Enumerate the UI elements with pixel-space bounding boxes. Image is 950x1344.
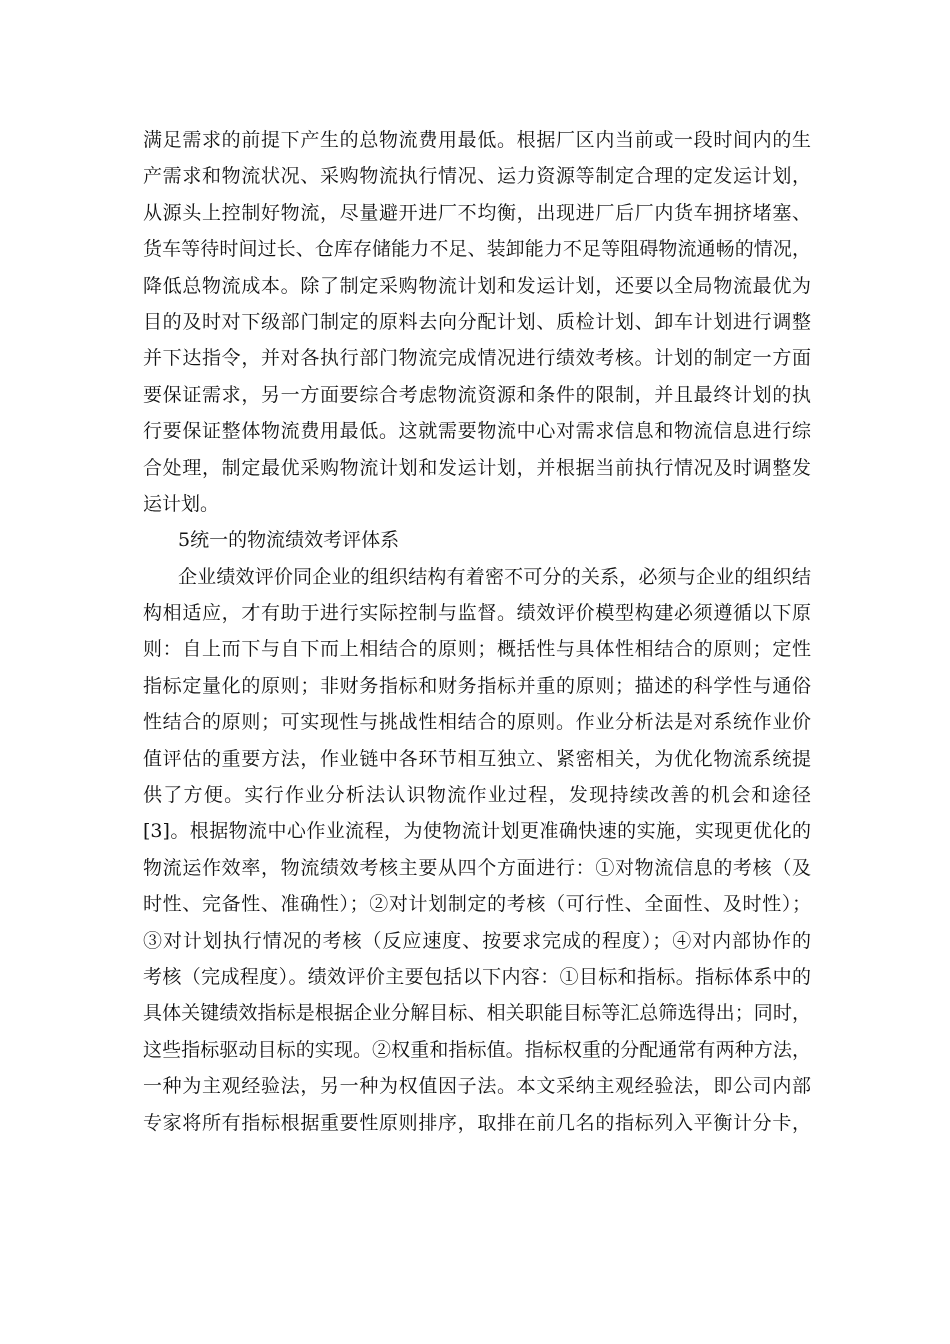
paragraph-1-line-10: 合处理，制定最优采购物流计划和发运计划，并根据当前执行情况及时调整发	[143, 456, 811, 479]
paragraph-1-line-11: 运计划。	[143, 492, 220, 515]
paragraph-2-line-11: ③对计划执行情况的考核（反应速度、按要求完成的程度）；④对内部协作的	[143, 929, 811, 952]
paragraph-1-line-8: 要保证需求，另一方面要综合考虑物流资源和条件的限制，并且最终计划的执	[143, 383, 811, 406]
paragraph-1-line-9: 行要保证整体物流费用最低。这就需要物流中心对需求信息和物流信息进行综	[143, 420, 811, 443]
paragraph-2-line-9: 物流运作效率，物流绩效考核主要从四个方面进行：①对物流信息的考核（及	[143, 856, 811, 879]
paragraph-1-line-7: 并下达指令，并对各执行部门物流完成情况进行绩效考核。计划的制定一方面	[143, 347, 811, 370]
document-page	[143, 122, 811, 1141]
paragraph-2-line-2: 构相适应，才有助于进行实际控制与监督。绩效评价模型构建必须遵循以下原	[143, 602, 811, 625]
paragraph-2-line-6: 值评估的重要方法，作业链中各环节相互独立、紧密相关，为优化物流系统提	[143, 747, 811, 770]
paragraph-1-line-1: 满足需求的前提下产生的总物流费用最低。根据厂区内当前或一段时间内的生	[143, 129, 811, 151]
paragraph-2-line-10: 时性、完备性、准确性）；②对计划制定的考核（可行性、全面性、及时性）；	[143, 893, 811, 916]
paragraph-2-line-13: 具体关键绩效指标是根据企业分解目标、相关职能目标等汇总筛选得出；同时，	[143, 1002, 811, 1025]
section-heading: 5统一的物流绩效考评体系	[178, 529, 400, 552]
paragraph-2-line-15: 一种为主观经验法，另一种为权值因子法。本文采纳主观经验法，即公司内部	[143, 1075, 811, 1098]
paragraph-2-line-3: 则：自上而下与自下而上相结合的原则；概括性与具体性相结合的原则；定性	[143, 638, 811, 661]
paragraph-2-line-16: 专家将所有指标根据重要性原则排序，取排在前几名的指标列入平衡计分卡，	[143, 1111, 811, 1134]
paragraph-2-line-1: 企业绩效评价同企业的组织结构有着密不可分的关系，必须与企业的组织结	[178, 565, 811, 588]
paragraph-2-line-12: 考核（完成程度）。绩效评价主要包括以下内容：①目标和指标。指标体系中的	[143, 965, 811, 988]
paragraph-2-line-8: [3]。根据物流中心作业流程，为使物流计划更准确快速的实施，实现更优化的	[143, 820, 811, 843]
paragraph-2-line-7: 供了方便。实行作业分析法认识物流作业过程，发现持续改善的机会和途径	[143, 784, 811, 807]
paragraph-1-line-5: 降低总物流成本。除了制定采购物流计划和发运计划，还要以全局物流最优为	[143, 274, 811, 297]
paragraph-2-line-4: 指标定量化的原则；非财务指标和财务指标并重的原则；描述的科学性与通俗	[143, 674, 811, 697]
paragraph-2-line-5: 性结合的原则；可实现性与挑战性相结合的原则。作业分析法是对系统作业价	[143, 711, 811, 734]
paragraph-1-line-6: 目的及时对下级部门制定的原料去向分配计划、质检计划、卸车计划进行调整	[143, 310, 811, 333]
paragraph-1-line-4: 货车等待时间过长、仓库存储能力不足、装卸能力不足等阻碍物流通畅的情况，	[143, 238, 811, 261]
paragraph-1-line-3: 从源头上控制好物流，尽量避开进厂不均衡，出现进厂后厂内货车拥挤堵塞、	[143, 201, 811, 224]
paragraph-1-line-2: 产需求和物流状况、采购物流执行情况、运力资源等制定合理的定发运计划，	[143, 165, 811, 188]
paragraph-2-line-14: 这些指标驱动目标的实现。②权重和指标值。指标权重的分配通常有两种方法，	[143, 1038, 811, 1061]
